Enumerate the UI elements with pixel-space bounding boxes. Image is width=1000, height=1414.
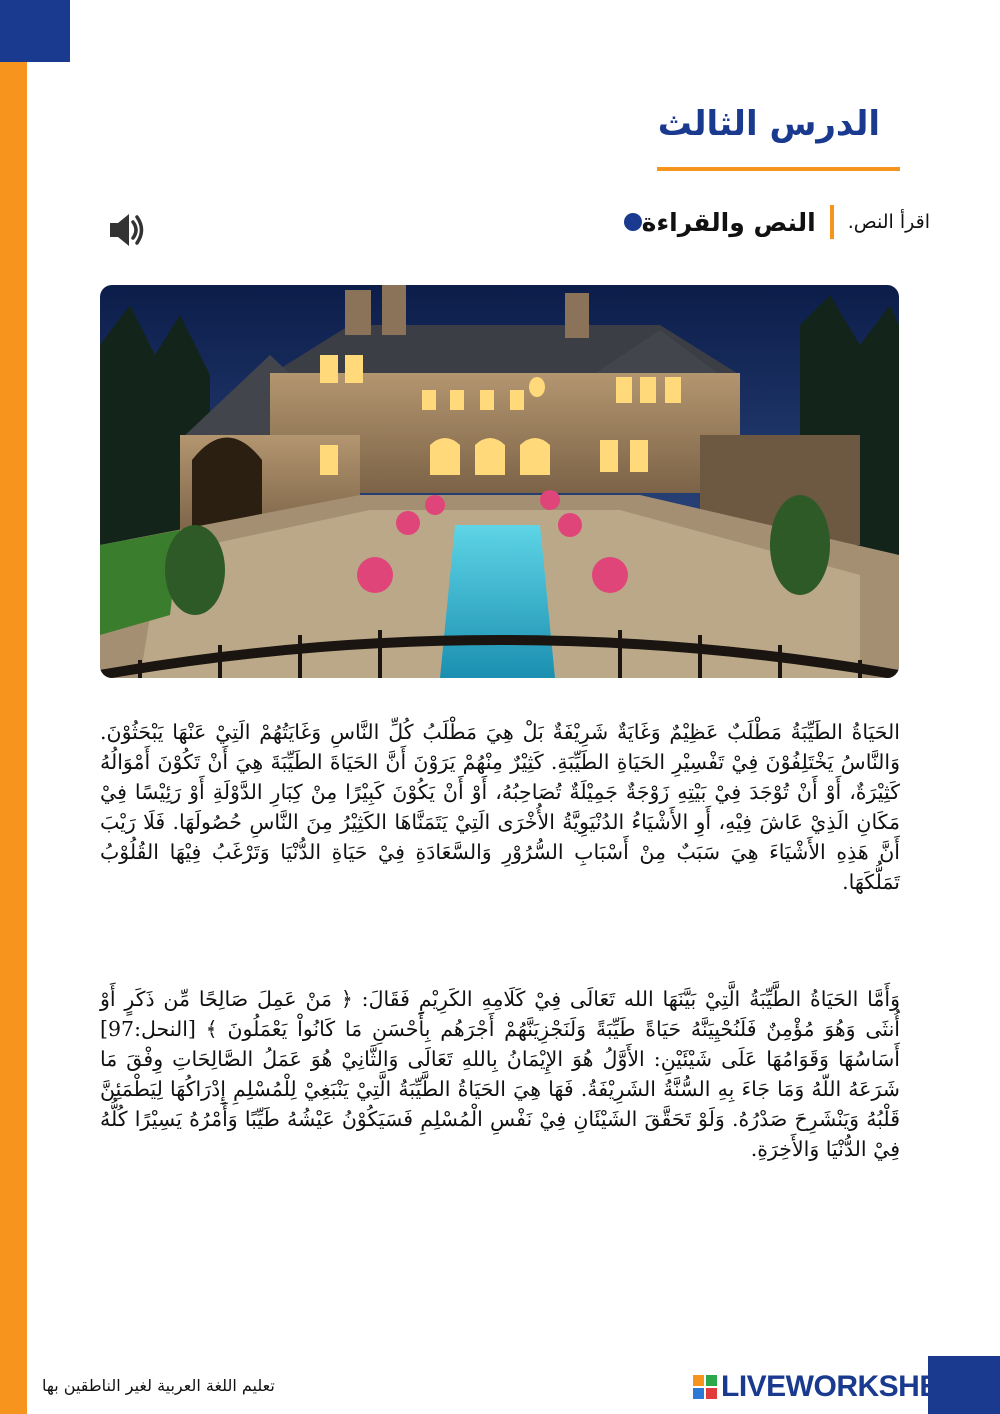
speaker-icon[interactable] (104, 208, 148, 252)
reading-paragraph-2: وَأَمَّا الحَيَاةُ الطَّيِّبَةُ الَّتِيْ بَيَّنَهَا الله تَعَالَى فِيْ كَلَامِهِ الكَرِيْمِ فَقَالَ: ﴿ مَنْ عَمِلَ صَالِحًا مِّن ذَكَرٍ أَوْ أُنثَى وَهُوَ مُؤْمِنٌ فَلَنُحْيِيَنَّهُ حَيَاةً طَيِّبَةً وَلَنَجْزِيَنَّهُمْ أَجْرَهُم بِأَحْسَنِ مَا كَانُواْ يَعْمَلُونَ ﴾ [النحل:97] أَسَاسُهَا وَقَوَامُهَا عَلَى شَيْئَيْنِ: الأَوَّلُ هُوَ الإِيْمَانُ بِاللهِ تَعَالَى وَالثَّانِيْ هُوَ عَمَلُ الصَّالِحَاتِ وِفْقَ مَا شَرَعَهُ اللّهُ وَمَا جَاءَ بِهِ السُّنَّةُ الشَرِيْفَةُ. فَهَا هِيَ الحَيَاةُ الطَّيِّبَةُ الَّتِيْ يَنْبَغِيْ لِلْمُسْلِمِ إِدْرَاكُهَا لِيَطْمَئِنَّ قَلْبُهُ وَيَنْشَرِحَ صَدْرُهُ. وَلَوْ تَحَقَّقَ الشَيْئَانِ فِيْ نَفْسِ الْمُسْلِمِ فَسَيَكُوْنُ عَيْشُهُ طَيِّبًا وَأَمْرُهُ يَسِيْرًا كُلُّهُ فِيْ الدُّنْيَا وَالأَخِرَةِ. (100, 987, 900, 1161)
section-divider (830, 205, 834, 239)
section-header (616, 202, 930, 242)
section-label: النص والقراءة (641, 207, 816, 237)
lesson-title: الدرس الثالث (657, 104, 880, 144)
circle-bullet-icon (624, 213, 642, 231)
brand-logo[interactable] (693, 1372, 996, 1402)
orange-side-strip (0, 0, 27, 1414)
section-instruction: اقرأ النص. (847, 211, 930, 233)
top-corner-block (0, 0, 70, 62)
brand-text: LIVEWORKSHEETS (721, 1370, 996, 1403)
reading-paragraph-1: الحَيَاةُ الطَيِّبَةُ مَطْلَبٌ عَظِيْمٌ وَغَايَةٌ شَرِيْفَةٌ بَلْ هِيَ مَطْلَبُ كُلِّ النَّاسِ وَغَايَتُهُمْ الَتِيْ عَنْهَا يَبْحَثُوْنَ. وَالنَّاسُ يَخْتَلِفُوْنَ فِيْ تَفْسِيْرِ الحَيَاةِ الطَيِّبَةِ. كَثِيْرٌ مِنْهُمْ يَرَوْنَ أَنَّ الحَيَاةَ الطَيِّبَةَ هِيَ أَنْ تَكُوْنَ أَمْوَالُهُ كَثِيْرَةٌ، أَوْ أَنْ تُوْجَدَ فِيْ بَيْتِهِ زَوْجَةٌ جَمِيْلَةٌ تُصَاحِبُهُ، أَوْ أَنْ يَكُوْنَ كَبِيْرًا مِنْ كِبَارِ الدَّوْلَةِ أَوْ رَئِيْسًا فِيْ مَكَانِ الَذِيْ عَاشَ فِيْهِ، أَوِ الأَشْيَاءُ الدُنْيَوِيَّةُ الأُخْرَى الَتِيْ يَتَمَنَّاهَا الكَثِيْرُ مِنَ النَّاسِ حُصُولَهَا. فَلَا رَيْبَ أَنَّ هَذِهِ الأَشْيَاءَ هِيَ سَبَبٌ مِنْ أَسْبَابِ السُّرُوْرِ وَالسَّعَادَةِ فِيْ حَيَاةِ الدُّنْيَا وَتَرْغَبُ فِيْهَا القُلُوْبُ تَمَلُّكَهَا. (100, 720, 900, 894)
title-underline (657, 167, 900, 171)
liveworksheets-logo-icon (693, 1375, 717, 1399)
footer-caption: تعليم اللغة العربية لغير الناطقين بها (42, 1376, 275, 1395)
house-photo (100, 285, 899, 678)
